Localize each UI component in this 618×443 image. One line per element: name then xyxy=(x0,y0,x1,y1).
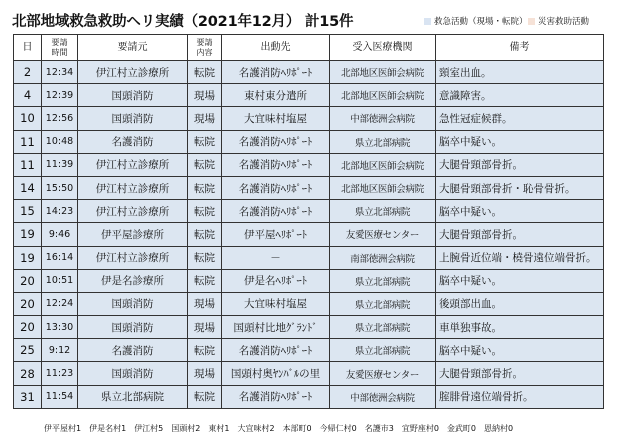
municipality-count: 大宜味村2 xyxy=(237,424,275,433)
cell-time: 11:23 xyxy=(42,362,78,385)
header-time-line1: 要請 xyxy=(51,37,68,47)
cell-day: 28 xyxy=(14,362,42,385)
cell-dispatch: 大宜味村塩屋 xyxy=(222,292,330,315)
cell-requester: 伊江村立診療所 xyxy=(78,200,188,223)
table-row xyxy=(14,339,604,362)
dispatch-table xyxy=(13,34,604,409)
cell-hospital: 中部徳洲会病院 xyxy=(330,107,436,130)
cell-requester: 県立北部病院 xyxy=(78,385,188,408)
legend-rescue xyxy=(424,15,528,27)
cell-requester: 国頭消防 xyxy=(78,292,188,315)
table-row xyxy=(14,176,604,199)
municipality-count: 宜野座村0 xyxy=(401,424,439,433)
legend-rescue-label: 救急活動（現場・転院） xyxy=(434,17,528,27)
cell-dispatch: 東村東分遣所 xyxy=(222,84,330,107)
table-row xyxy=(14,246,604,269)
cell-day: 2 xyxy=(14,61,42,84)
header-dispatch: 出動先 xyxy=(222,35,330,61)
municipality-count: 国頭村2 xyxy=(171,424,201,433)
cell-requester: 国頭消防 xyxy=(78,84,188,107)
cell-hospital: 県立北部病院 xyxy=(330,130,436,153)
cell-remarks: 脳卒中疑い。 xyxy=(436,339,604,362)
cell-requester: 国頭消防 xyxy=(78,107,188,130)
cell-dispatch: 名護消防ﾍﾘﾎﾟｰﾄ xyxy=(222,61,330,84)
table-row xyxy=(14,61,604,84)
municipality-count: 伊江村5 xyxy=(134,424,164,433)
cell-time: 12:39 xyxy=(42,84,78,107)
header-hospital: 受入医療機関 xyxy=(330,35,436,61)
cell-remarks: 急性冠症候群。 xyxy=(436,107,604,130)
cell-content: 転院 xyxy=(188,176,222,199)
cell-requester: 伊江村立診療所 xyxy=(78,176,188,199)
cell-requester: 国頭消防 xyxy=(78,362,188,385)
cell-content: 転院 xyxy=(188,246,222,269)
cell-requester: 名護消防 xyxy=(78,339,188,362)
cell-content: 現場 xyxy=(188,316,222,339)
cell-hospital: 県立北部病院 xyxy=(330,316,436,339)
cell-day: 10 xyxy=(14,107,42,130)
cell-requester: 伊江村立診療所 xyxy=(78,153,188,176)
header-content-line1: 要請 xyxy=(196,37,213,47)
cell-day: 31 xyxy=(14,385,42,408)
cell-dispatch: 伊平屋ﾍﾘﾎﾟｰﾄ xyxy=(222,223,330,246)
cell-content: 現場 xyxy=(188,292,222,315)
cell-day: 20 xyxy=(14,316,42,339)
cell-day: 20 xyxy=(14,269,42,292)
cell-content: 現場 xyxy=(188,84,222,107)
cell-content: 現場 xyxy=(188,362,222,385)
cell-dispatch: 大宜味村塩屋 xyxy=(222,107,330,130)
cell-time: 9:46 xyxy=(42,223,78,246)
cell-hospital: 北部地区医師会病院 xyxy=(330,84,436,107)
cell-dispatch: 国頭村比地ｸﾞﾗﾝﾄﾞ xyxy=(222,316,330,339)
cell-time: 13:30 xyxy=(42,316,78,339)
table-row xyxy=(14,84,604,107)
municipality-count: 今帰仁村0 xyxy=(319,424,357,433)
header-time xyxy=(42,35,78,61)
cell-dispatch: 名護消防ﾍﾘﾎﾟｰﾄ xyxy=(222,385,330,408)
cell-hospital: 中部徳洲会病院 xyxy=(330,385,436,408)
municipality-count: 伊是名村1 xyxy=(89,424,127,433)
cell-content: 現場 xyxy=(188,107,222,130)
cell-time: 15:50 xyxy=(42,176,78,199)
cell-requester: 伊平屋診療所 xyxy=(78,223,188,246)
cell-time: 16:14 xyxy=(42,246,78,269)
header-content xyxy=(188,35,222,61)
cell-content: 転院 xyxy=(188,61,222,84)
cell-remarks: 脳卒中疑い。 xyxy=(436,200,604,223)
cell-remarks: 大腿骨頸部骨折・恥骨骨折。 xyxy=(436,176,604,199)
cell-hospital: 南部徳洲会病院 xyxy=(330,246,436,269)
cell-dispatch: 国頭村奥ﾔﾝﾊﾞﾙの里 xyxy=(222,362,330,385)
municipality-count: 伊平屋村1 xyxy=(44,424,82,433)
cell-content: 転院 xyxy=(188,223,222,246)
cell-hospital: 北部地区医師会病院 xyxy=(330,153,436,176)
cell-dispatch: 名護消防ﾍﾘﾎﾟｰﾄ xyxy=(222,130,330,153)
municipality-count: 恩納村0 xyxy=(484,424,514,433)
municipality-count: 本部町0 xyxy=(282,424,312,433)
header-day: 日 xyxy=(14,35,42,61)
table-row xyxy=(14,130,604,153)
cell-day: 14 xyxy=(14,176,42,199)
municipality-counts xyxy=(44,423,521,434)
cell-content: 転院 xyxy=(188,130,222,153)
cell-dispatch: 名護消防ﾍﾘﾎﾟｰﾄ xyxy=(222,153,330,176)
page-title: 北部地域救急救助ヘリ実績（2021年12月） 計15件 xyxy=(12,14,354,30)
cell-day: 19 xyxy=(14,246,42,269)
cell-time: 12:24 xyxy=(42,292,78,315)
cell-day: 11 xyxy=(14,130,42,153)
cell-hospital: 県立北部病院 xyxy=(330,200,436,223)
cell-remarks: 後頭部出血。 xyxy=(436,292,604,315)
municipality-count: 名護市3 xyxy=(364,424,394,433)
municipality-count: 東村1 xyxy=(208,424,230,433)
cell-remarks: 頸室出血。 xyxy=(436,61,604,84)
cell-time: 12:34 xyxy=(42,61,78,84)
cell-requester: 国頭消防 xyxy=(78,316,188,339)
cell-time: 12:56 xyxy=(42,107,78,130)
cell-hospital: 県立北部病院 xyxy=(330,292,436,315)
legend-rescue-swatch xyxy=(424,18,431,25)
cell-content: 転院 xyxy=(188,339,222,362)
cell-day: 19 xyxy=(14,223,42,246)
table-row xyxy=(14,223,604,246)
cell-remarks: 大腿骨頸部骨折。 xyxy=(436,223,604,246)
cell-requester: 伊是名診療所 xyxy=(78,269,188,292)
cell-remarks: 車単独事故。 xyxy=(436,316,604,339)
cell-time: 9:12 xyxy=(42,339,78,362)
municipality-count: 金武町0 xyxy=(446,424,477,433)
cell-day: 15 xyxy=(14,200,42,223)
cell-remarks: 腟腓骨遠位端骨折。 xyxy=(436,385,604,408)
table-row xyxy=(14,385,604,408)
cell-dispatch: 名護消防ﾍﾘﾎﾟｰﾄ xyxy=(222,176,330,199)
cell-hospital: 北部地区医師会病院 xyxy=(330,61,436,84)
header-remarks: 備考 xyxy=(436,35,604,61)
table-row xyxy=(14,107,604,130)
cell-hospital: 北部地区医師会病院 xyxy=(330,176,436,199)
cell-dispatch: － xyxy=(222,246,330,269)
cell-time: 10:51 xyxy=(42,269,78,292)
table-row xyxy=(14,269,604,292)
legend-disaster xyxy=(528,15,589,27)
cell-remarks: 意識障害。 xyxy=(436,84,604,107)
cell-remarks: 大腿骨頸部骨折。 xyxy=(436,153,604,176)
cell-time: 11:39 xyxy=(42,153,78,176)
cell-time: 11:54 xyxy=(42,385,78,408)
cell-remarks: 大腿骨頸部骨折。 xyxy=(436,362,604,385)
cell-time: 10:48 xyxy=(42,130,78,153)
header-content-line2: 内容 xyxy=(196,47,213,57)
cell-day: 25 xyxy=(14,339,42,362)
cell-dispatch: 伊是名ﾍﾘﾎﾟｰﾄ xyxy=(222,269,330,292)
cell-content: 転院 xyxy=(188,200,222,223)
cell-content: 転院 xyxy=(188,385,222,408)
legend-disaster-label: 災害救助活動 xyxy=(538,17,590,27)
cell-remarks: 上腕骨近位端・橈骨遠位端骨折。 xyxy=(436,246,604,269)
cell-dispatch: 名護消防ﾍﾘﾎﾟｰﾄ xyxy=(222,339,330,362)
cell-dispatch: 名護消防ﾍﾘﾎﾟｰﾄ xyxy=(222,200,330,223)
cell-day: 20 xyxy=(14,292,42,315)
cell-hospital: 友愛医療センター xyxy=(330,223,436,246)
cell-remarks: 脳卒中疑い。 xyxy=(436,130,604,153)
legend-disaster-swatch xyxy=(528,18,535,25)
table-row xyxy=(14,316,604,339)
cell-remarks: 脳卒中疑い。 xyxy=(436,269,604,292)
table-row xyxy=(14,153,604,176)
cell-hospital: 県立北部病院 xyxy=(330,339,436,362)
cell-day: 11 xyxy=(14,153,42,176)
table-row xyxy=(14,292,604,315)
cell-hospital: 友愛医療センター xyxy=(330,362,436,385)
table-row xyxy=(14,200,604,223)
table-row xyxy=(14,362,604,385)
cell-content: 転院 xyxy=(188,153,222,176)
cell-hospital: 県立北部病院 xyxy=(330,269,436,292)
cell-requester: 名護消防 xyxy=(78,130,188,153)
cell-content: 転院 xyxy=(188,269,222,292)
cell-requester: 伊江村立診療所 xyxy=(78,246,188,269)
header-requester: 要請元 xyxy=(78,35,188,61)
table-header-row xyxy=(14,35,604,61)
cell-time: 14:23 xyxy=(42,200,78,223)
cell-day: 4 xyxy=(14,84,42,107)
cell-requester: 伊江村立診療所 xyxy=(78,61,188,84)
header-time-line2: 時間 xyxy=(51,47,68,57)
